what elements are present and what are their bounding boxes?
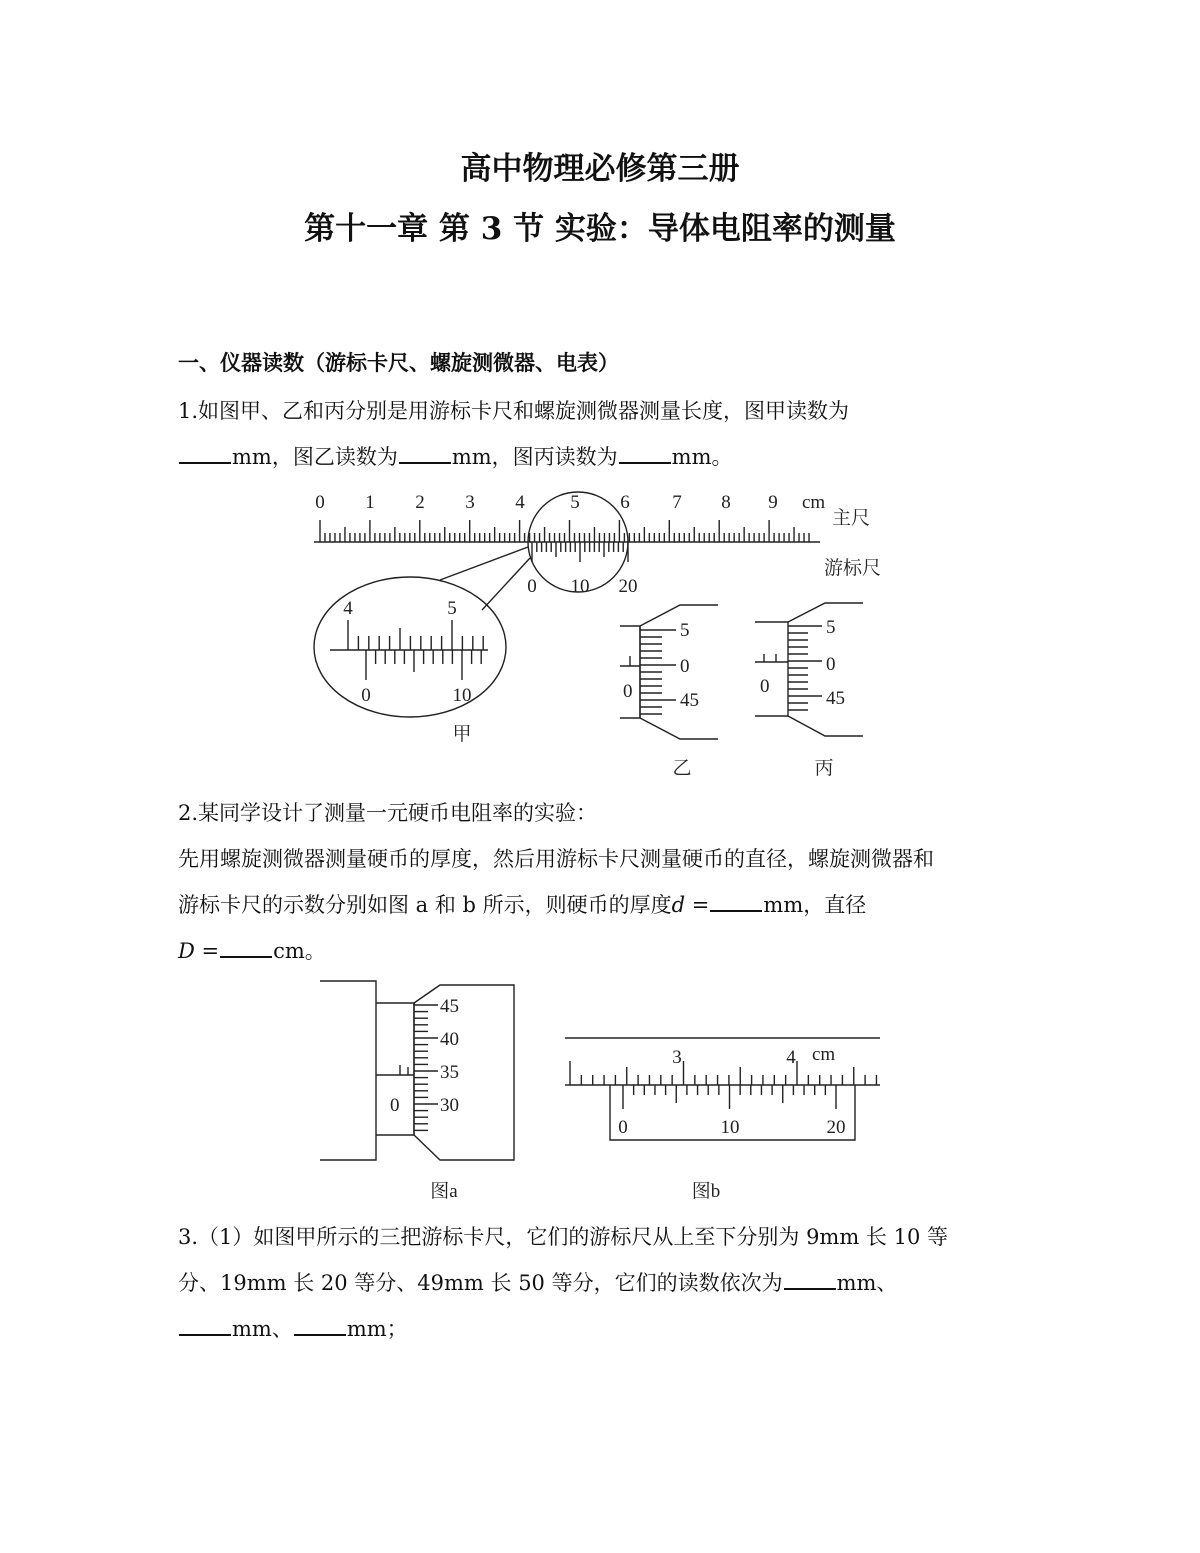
q2-line3: 游标卡尺的示数分别如图 a 和 b 所示，则硬币的厚度d = mm，直径 bbox=[178, 893, 867, 917]
main-scale-number: 9 bbox=[768, 492, 778, 513]
vernier-number: 20 bbox=[618, 576, 638, 597]
answer-blank[interactable] bbox=[220, 938, 272, 958]
vernier-number: 10 bbox=[570, 576, 590, 597]
micrometer-label: 0 bbox=[390, 1095, 400, 1116]
figure-1 bbox=[300, 490, 900, 785]
zoom-vernier-number: 10 bbox=[452, 685, 472, 706]
micrometer-label: 35 bbox=[440, 1062, 459, 1083]
micrometer-label: 45 bbox=[680, 690, 699, 711]
q3-line2: 分、19mm 长 20 等分、49mm 长 50 等分，它们的读数依次为 mm、 bbox=[178, 1271, 898, 1295]
micrometer-label: 45 bbox=[826, 688, 845, 709]
q2-line1: 2.某同学设计了测量一元硬币电阻率的实验： bbox=[178, 801, 598, 825]
main-scale-unit: cm bbox=[802, 492, 826, 513]
micrometer-label: 0 bbox=[623, 681, 633, 702]
q3-line3: mm、 mm； bbox=[178, 1313, 408, 1343]
page-title: 高中物理必修第三册 bbox=[460, 151, 740, 187]
figure-caption: 丙 bbox=[814, 758, 834, 779]
micrometer-label: 5 bbox=[826, 617, 836, 638]
micrometer-label: 5 bbox=[680, 620, 690, 641]
vernier-number: 20 bbox=[826, 1117, 846, 1138]
q3-line1: 3.（1）如图甲所示的三把游标卡尺，它们的游标尺从上至下分别为 9mm 长 10 等 bbox=[178, 1225, 949, 1249]
answer-blank[interactable] bbox=[784, 1270, 836, 1290]
zoom-main-number: 4 bbox=[343, 598, 353, 619]
vernier-number: 10 bbox=[720, 1117, 740, 1138]
main-scale-number: 3 bbox=[465, 492, 475, 513]
vernier-label: 游标尺 bbox=[824, 558, 882, 579]
q1-line2: mm，图乙读数为 mm，图丙读数为 mm。 bbox=[178, 441, 732, 471]
vernier-number: 0 bbox=[618, 1117, 628, 1138]
zoom-main-number: 5 bbox=[447, 598, 457, 619]
figure-caption: 图b bbox=[691, 1181, 721, 1202]
answer-blank[interactable] bbox=[179, 444, 231, 464]
q1-line1: 1.如图甲、乙和丙分别是用游标卡尺和螺旋测微器测量长度，图甲读数为 bbox=[178, 399, 850, 423]
micrometer-label: 45 bbox=[440, 996, 459, 1017]
main-scale-number: 0 bbox=[315, 492, 325, 513]
main-scale-number: 7 bbox=[672, 492, 682, 513]
main-scale-number: 4 bbox=[515, 492, 525, 513]
main-scale-number: 1 bbox=[365, 492, 375, 513]
answer-blank[interactable] bbox=[619, 444, 671, 464]
main-scale-number: 3 bbox=[672, 1047, 682, 1068]
answer-blank[interactable] bbox=[710, 892, 762, 912]
main-scale-number: 2 bbox=[415, 492, 425, 513]
figure-caption: 甲 bbox=[452, 724, 472, 745]
q2-line4: D = cm。 bbox=[178, 939, 326, 963]
figure-2 bbox=[310, 975, 890, 1205]
answer-blank[interactable] bbox=[179, 1316, 231, 1336]
main-scale-number: 4 bbox=[786, 1047, 796, 1068]
micrometer-label: 0 bbox=[680, 656, 690, 677]
micrometer-label: 40 bbox=[440, 1029, 459, 1050]
vernier-number: 0 bbox=[527, 576, 537, 597]
answer-blank[interactable] bbox=[399, 444, 451, 464]
micrometer-label: 0 bbox=[826, 654, 836, 675]
main-scale-number: 8 bbox=[721, 492, 731, 513]
figure-caption: 图a bbox=[430, 1181, 458, 1202]
main-scale-number: 5 bbox=[570, 492, 580, 513]
main-scale-number: 6 bbox=[620, 492, 630, 513]
section-heading: 一、仪器读数（游标卡尺、螺旋测微器、电表） bbox=[178, 350, 619, 375]
main-scale-unit: cm bbox=[812, 1044, 836, 1065]
answer-blank[interactable] bbox=[294, 1316, 346, 1336]
micrometer-label: 30 bbox=[440, 1095, 459, 1116]
page-subtitle: 第十一章 第 3 节 实验：导体电阻率的测量 bbox=[304, 211, 896, 247]
q2-line2: 先用螺旋测微器测量硬币的厚度，然后用游标卡尺测量硬币的直径，螺旋测微器和 bbox=[178, 847, 934, 871]
zoom-vernier-number: 0 bbox=[361, 685, 371, 706]
main-scale-label: 主尺 bbox=[832, 508, 871, 529]
micrometer-label: 0 bbox=[760, 676, 770, 697]
figure-caption: 乙 bbox=[672, 758, 692, 779]
